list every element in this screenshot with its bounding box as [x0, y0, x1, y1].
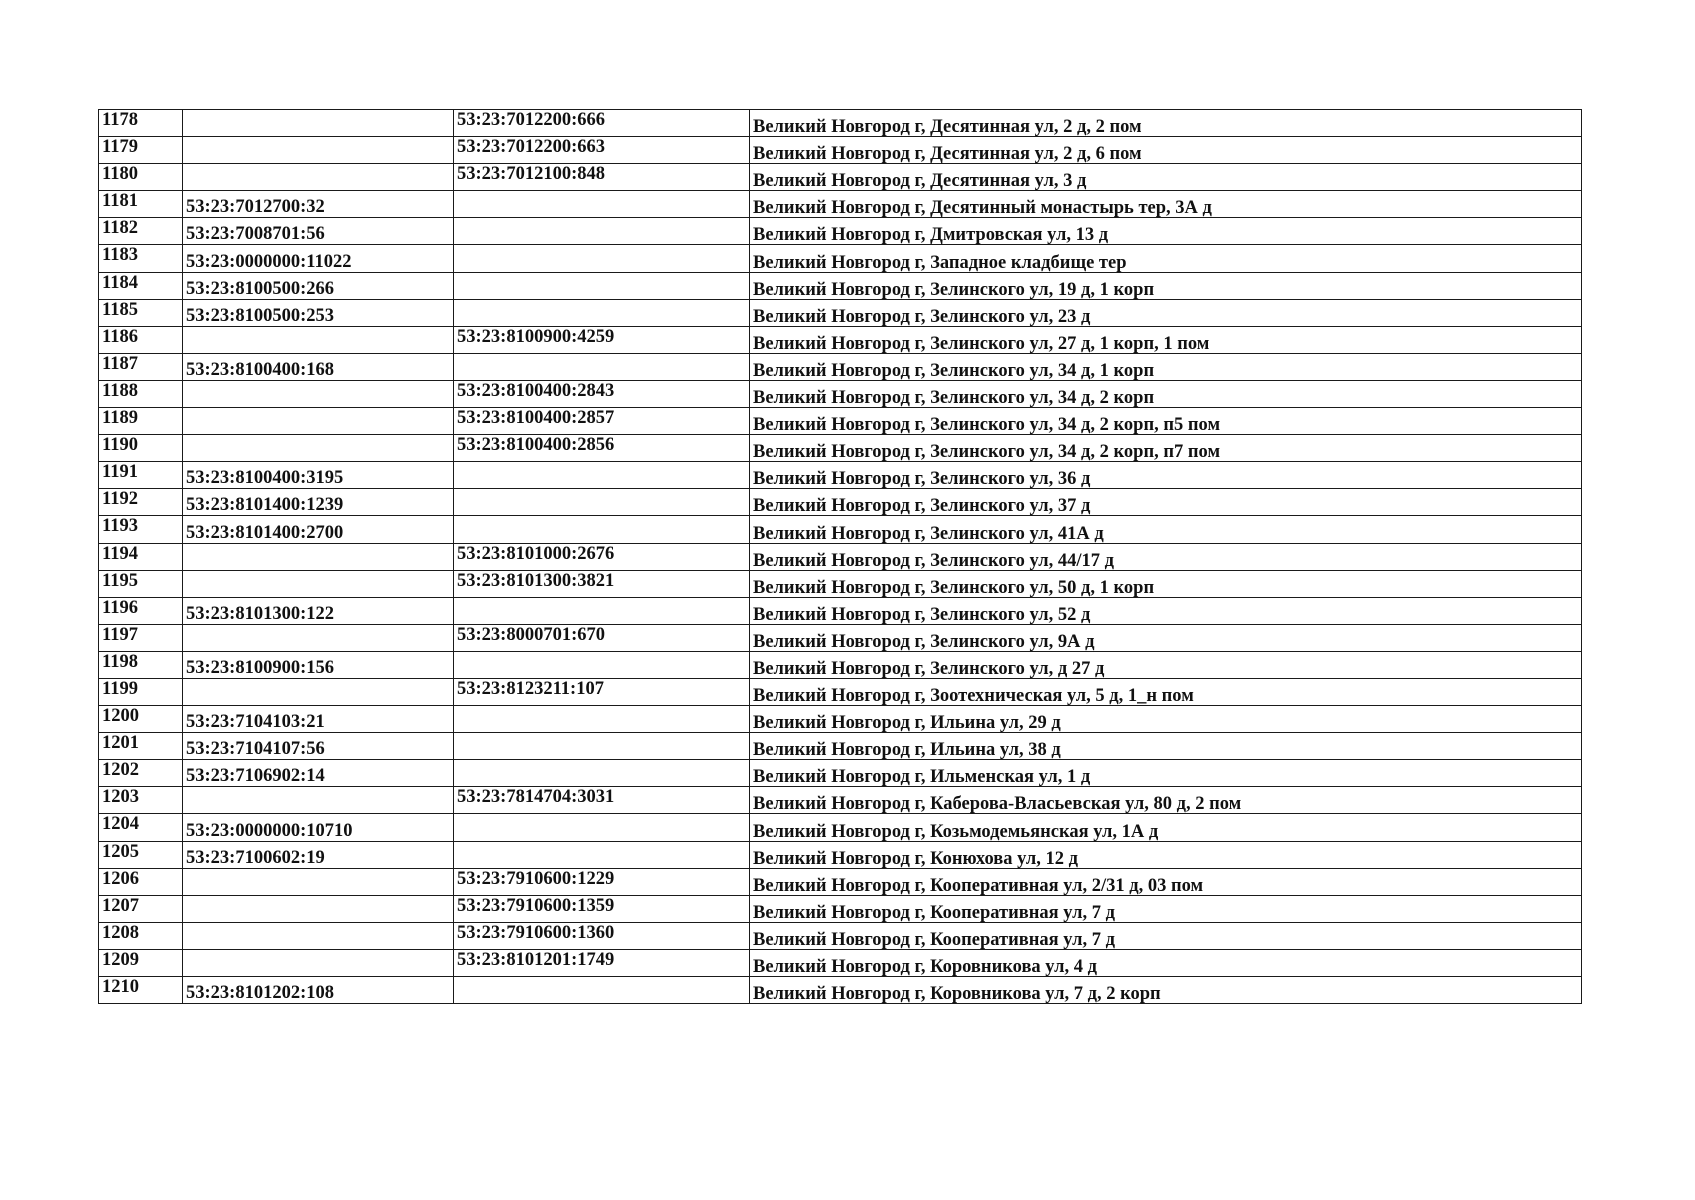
address-cell: Великий Новгород г, Коровникова ул, 7 д, 2 корп [750, 977, 1582, 1004]
cadastral-premise-cell: 53:23:7910600:1360 [454, 922, 750, 949]
cadastral-land-cell [183, 408, 454, 435]
address-cell: Великий Новгород г, Ильменская ул, 1 д [750, 760, 1582, 787]
table-row [99, 272, 1582, 299]
table-row [99, 678, 1582, 705]
row-number-cell: 1188 [99, 380, 183, 407]
cadastral-premise-cell [454, 706, 750, 733]
cadastral-land-cell [183, 922, 454, 949]
table-row [99, 408, 1582, 435]
table-row [99, 895, 1582, 922]
cadastral-premise-cell: 53:23:8100900:4259 [454, 326, 750, 353]
address-cell: Великий Новгород г, Западное кладбище тер [750, 245, 1582, 272]
address-cell: Великий Новгород г, Десятинная ул, 2 д, 6 пом [750, 137, 1582, 164]
cadastral-land-cell [183, 570, 454, 597]
row-number-cell: 1203 [99, 787, 183, 814]
cadastral-land-cell: 53:23:8101400:2700 [183, 516, 454, 543]
cadastral-premise-cell [454, 814, 750, 841]
table-row [99, 516, 1582, 543]
table-row [99, 380, 1582, 407]
cadastral-premise-cell [454, 218, 750, 245]
cadastral-land-cell [183, 787, 454, 814]
cadastral-land-cell [183, 110, 454, 137]
cadastral-land-cell [183, 895, 454, 922]
row-number-cell: 1179 [99, 137, 183, 164]
cadastral-premise-cell: 53:23:8123211:107 [454, 678, 750, 705]
cadastral-premise-cell [454, 760, 750, 787]
registry-table-body [99, 110, 1582, 1004]
cadastral-land-cell: 53:23:7008701:56 [183, 218, 454, 245]
row-number-cell: 1185 [99, 299, 183, 326]
row-number-cell: 1193 [99, 516, 183, 543]
cadastral-premise-cell: 53:23:7910600:1359 [454, 895, 750, 922]
cadastral-land-cell: 53:23:7104107:56 [183, 733, 454, 760]
address-cell: Великий Новгород г, Зелинского ул, 19 д, 1 корп [750, 272, 1582, 299]
cadastral-land-cell [183, 868, 454, 895]
row-number-cell: 1201 [99, 733, 183, 760]
table-row [99, 733, 1582, 760]
cadastral-premise-cell: 53:23:8100400:2856 [454, 435, 750, 462]
row-number-cell: 1191 [99, 462, 183, 489]
cadastral-premise-cell: 53:23:8000701:670 [454, 624, 750, 651]
address-cell: Великий Новгород г, Зелинского ул, 34 д, 2 корп [750, 380, 1582, 407]
row-number-cell: 1205 [99, 841, 183, 868]
cadastral-land-cell: 53:23:8100500:253 [183, 299, 454, 326]
row-number-cell: 1207 [99, 895, 183, 922]
row-number-cell: 1209 [99, 949, 183, 976]
row-number-cell: 1204 [99, 814, 183, 841]
table-row [99, 110, 1582, 137]
address-cell: Великий Новгород г, Зелинского ул, 37 д [750, 489, 1582, 516]
cadastral-premise-cell: 53:23:8101300:3821 [454, 570, 750, 597]
address-cell: Великий Новгород г, Зелинского ул, 27 д, 1 корп, 1 пом [750, 326, 1582, 353]
address-cell: Великий Новгород г, Ильина ул, 38 д [750, 733, 1582, 760]
table-row [99, 868, 1582, 895]
row-number-cell: 1181 [99, 191, 183, 218]
cadastral-land-cell: 53:23:7104103:21 [183, 706, 454, 733]
table-row [99, 299, 1582, 326]
table-row [99, 435, 1582, 462]
cadastral-land-cell: 53:23:7012700:32 [183, 191, 454, 218]
table-row [99, 977, 1582, 1004]
cadastral-land-cell: 53:23:8100400:168 [183, 353, 454, 380]
cadastral-premise-cell: 53:23:7012200:666 [454, 110, 750, 137]
row-number-cell: 1202 [99, 760, 183, 787]
table-row [99, 543, 1582, 570]
cadastral-land-cell [183, 678, 454, 705]
table-row [99, 841, 1582, 868]
table-row [99, 787, 1582, 814]
address-cell: Великий Новгород г, Зелинского ул, 34 д, 2 корп, п5 пом [750, 408, 1582, 435]
cadastral-land-cell: 53:23:8100500:266 [183, 272, 454, 299]
cadastral-premise-cell [454, 977, 750, 1004]
row-number-cell: 1200 [99, 706, 183, 733]
cadastral-land-cell [183, 435, 454, 462]
row-number-cell: 1187 [99, 353, 183, 380]
address-cell: Великий Новгород г, Зелинского ул, 34 д, 2 корп, п7 пом [750, 435, 1582, 462]
address-cell: Великий Новгород г, Зоотехническая ул, 5 д, 1_н пом [750, 678, 1582, 705]
row-number-cell: 1197 [99, 624, 183, 651]
cadastral-premise-cell [454, 245, 750, 272]
cadastral-premise-cell [454, 191, 750, 218]
address-cell: Великий Новгород г, Зелинского ул, 44/17 д [750, 543, 1582, 570]
cadastral-premise-cell [454, 597, 750, 624]
cadastral-premise-cell [454, 462, 750, 489]
row-number-cell: 1196 [99, 597, 183, 624]
row-number-cell: 1186 [99, 326, 183, 353]
cadastral-land-cell [183, 949, 454, 976]
address-cell: Великий Новгород г, Конюхова ул, 12 д [750, 841, 1582, 868]
address-cell: Великий Новгород г, Ильина ул, 29 д [750, 706, 1582, 733]
address-cell: Великий Новгород г, Зелинского ул, 50 д, 1 корп [750, 570, 1582, 597]
table-row [99, 651, 1582, 678]
row-number-cell: 1210 [99, 977, 183, 1004]
table-row [99, 706, 1582, 733]
address-cell: Великий Новгород г, Зелинского ул, 9А д [750, 624, 1582, 651]
address-cell: Великий Новгород г, Зелинского ул, д 27 д [750, 651, 1582, 678]
address-cell: Великий Новгород г, Кооперативная ул, 7 д [750, 922, 1582, 949]
cadastral-premise-cell: 53:23:7910600:1229 [454, 868, 750, 895]
row-number-cell: 1178 [99, 110, 183, 137]
cadastral-premise-cell: 53:23:7814704:3031 [454, 787, 750, 814]
registry-table [98, 109, 1582, 1004]
address-cell: Великий Новгород г, Зелинского ул, 34 д, 1 корп [750, 353, 1582, 380]
cadastral-premise-cell [454, 353, 750, 380]
cadastral-premise-cell: 53:23:8101000:2676 [454, 543, 750, 570]
cadastral-premise-cell: 53:23:7012200:663 [454, 137, 750, 164]
row-number-cell: 1198 [99, 651, 183, 678]
table-row [99, 624, 1582, 651]
row-number-cell: 1189 [99, 408, 183, 435]
row-number-cell: 1206 [99, 868, 183, 895]
table-row [99, 949, 1582, 976]
table-row [99, 326, 1582, 353]
row-number-cell: 1208 [99, 922, 183, 949]
address-cell: Великий Новгород г, Зелинского ул, 23 д [750, 299, 1582, 326]
cadastral-premise-cell [454, 651, 750, 678]
address-cell: Великий Новгород г, Каберова-Власьевская ул, 80 д, 2 пом [750, 787, 1582, 814]
cadastral-premise-cell [454, 733, 750, 760]
table-row [99, 922, 1582, 949]
address-cell: Великий Новгород г, Десятинная ул, 2 д, 2 пом [750, 110, 1582, 137]
table-row [99, 137, 1582, 164]
table-row [99, 597, 1582, 624]
cadastral-premise-cell: 53:23:8100400:2857 [454, 408, 750, 435]
cadastral-land-cell [183, 624, 454, 651]
cadastral-premise-cell [454, 299, 750, 326]
row-number-cell: 1199 [99, 678, 183, 705]
row-number-cell: 1184 [99, 272, 183, 299]
cadastral-premise-cell [454, 272, 750, 299]
cadastral-premise-cell: 53:23:7012100:848 [454, 164, 750, 191]
table-row [99, 218, 1582, 245]
cadastral-land-cell: 53:23:0000000:11022 [183, 245, 454, 272]
address-cell: Великий Новгород г, Зелинского ул, 41А д [750, 516, 1582, 543]
row-number-cell: 1180 [99, 164, 183, 191]
table-row [99, 760, 1582, 787]
cadastral-premise-cell [454, 516, 750, 543]
address-cell: Великий Новгород г, Десятинная ул, 3 д [750, 164, 1582, 191]
cadastral-land-cell: 53:23:0000000:10710 [183, 814, 454, 841]
address-cell: Великий Новгород г, Дмитровская ул, 13 д [750, 218, 1582, 245]
row-number-cell: 1192 [99, 489, 183, 516]
table-row [99, 462, 1582, 489]
table-row [99, 191, 1582, 218]
table-row [99, 814, 1582, 841]
cadastral-land-cell [183, 543, 454, 570]
cadastral-land-cell [183, 137, 454, 164]
table-row [99, 353, 1582, 380]
row-number-cell: 1190 [99, 435, 183, 462]
cadastral-premise-cell [454, 841, 750, 868]
address-cell: Великий Новгород г, Козьмодемьянская ул, 1А д [750, 814, 1582, 841]
table-row [99, 489, 1582, 516]
table-row [99, 164, 1582, 191]
address-cell: Великий Новгород г, Кооперативная ул, 7 д [750, 895, 1582, 922]
row-number-cell: 1183 [99, 245, 183, 272]
address-cell: Великий Новгород г, Коровникова ул, 4 д [750, 949, 1582, 976]
address-cell: Великий Новгород г, Зелинского ул, 52 д [750, 597, 1582, 624]
cadastral-premise-cell [454, 489, 750, 516]
row-number-cell: 1194 [99, 543, 183, 570]
cadastral-land-cell: 53:23:8100900:156 [183, 651, 454, 678]
table-row [99, 570, 1582, 597]
cadastral-land-cell: 53:23:8101300:122 [183, 597, 454, 624]
row-number-cell: 1195 [99, 570, 183, 597]
row-number-cell: 1182 [99, 218, 183, 245]
cadastral-land-cell: 53:23:8101202:108 [183, 977, 454, 1004]
cadastral-premise-cell: 53:23:8101201:1749 [454, 949, 750, 976]
cadastral-land-cell [183, 380, 454, 407]
cadastral-land-cell: 53:23:8100400:3195 [183, 462, 454, 489]
cadastral-land-cell: 53:23:7100602:19 [183, 841, 454, 868]
address-cell: Великий Новгород г, Десятинный монастырь тер, 3А д [750, 191, 1582, 218]
address-cell: Великий Новгород г, Кооперативная ул, 2/31 д, 03 пом [750, 868, 1582, 895]
cadastral-land-cell [183, 326, 454, 353]
cadastral-land-cell: 53:23:7106902:14 [183, 760, 454, 787]
cadastral-land-cell [183, 164, 454, 191]
cadastral-land-cell: 53:23:8101400:1239 [183, 489, 454, 516]
table-row [99, 245, 1582, 272]
cadastral-premise-cell: 53:23:8100400:2843 [454, 380, 750, 407]
address-cell: Великий Новгород г, Зелинского ул, 36 д [750, 462, 1582, 489]
